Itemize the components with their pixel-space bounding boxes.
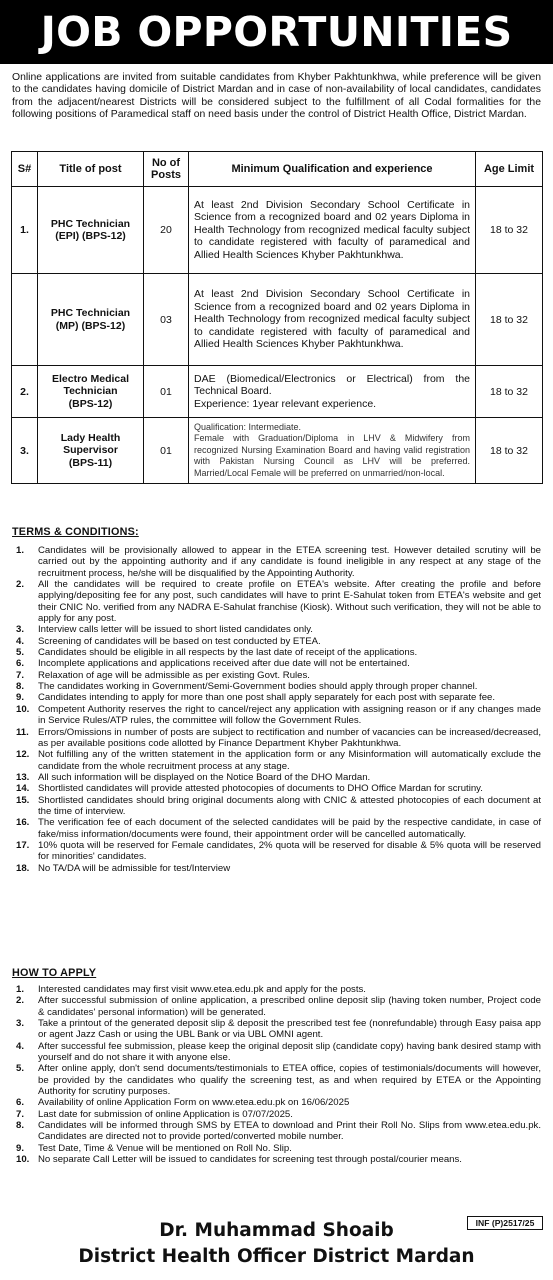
list-item-text: Competent Authority reserves the right to cancel/reject any application with assigning reason or if any changes made in Service Rules/ATP rules, the committee will follow the Government Rules. — [38, 703, 541, 727]
list-item — [12, 692, 541, 703]
post-title-line: Supervisor — [63, 444, 118, 457]
list-item-text: After successful submission of online application, a prescribed online deposit slip (having token number, Project code & candidates' personal information) will be generated. — [38, 995, 541, 1018]
list-item-number: 7. — [16, 1108, 25, 1120]
list-item — [12, 995, 541, 1018]
row-qualification: At least 2nd Division Secondary School Certificate in Science from a recognized board and 02 years Diploma in Health Technology from recognized medical faculty subject to candidate registered with faculty of paramedical and Allied Health Sciences Khyber Pakhtunkhwa. — [189, 187, 476, 274]
row-sn: 3. — [12, 418, 38, 484]
table-row — [12, 187, 543, 274]
list-item — [12, 1120, 541, 1143]
list-item-number: 2. — [16, 995, 25, 1007]
list-item-text: The candidates working in Government/Semi-Government bodies should apply through proper channel. — [38, 681, 478, 693]
row-posts: 20 — [144, 187, 189, 274]
list-item — [12, 1143, 541, 1154]
list-item — [12, 647, 541, 658]
row-posts: 01 — [144, 366, 189, 418]
list-item-number: 13. — [16, 771, 30, 783]
list-item-number: 10. — [16, 1154, 30, 1166]
post-title-line: PHC Technician — [50, 307, 131, 319]
list-item-number: 6. — [16, 658, 25, 670]
qualification-line: Qualification: Intermediate. — [194, 421, 302, 432]
list-item — [12, 1097, 541, 1108]
list-item-text: Screening of candidates will be based on test conducted by ETEA. — [38, 635, 321, 647]
qualification-line: DAE (Biomedical/Electronics or Electrical) from the Technical Board. — [194, 372, 470, 398]
list-item — [12, 545, 541, 579]
header-posts: No of Posts — [144, 152, 189, 187]
signatory-title: District Health Officer District Mardan — [78, 1246, 475, 1267]
list-item-text: Test Date, Time & Venue will be mentioned on Roll No. Slip. — [38, 1142, 292, 1154]
list-item-number: 1. — [16, 545, 25, 556]
post-title-line: PHC Technician — [50, 217, 131, 230]
table-header-row — [12, 152, 543, 187]
list-item-number: 16. — [16, 817, 30, 829]
list-item-text: Interested candidates may first visit www.etea.edu.pk and apply for the posts. — [38, 984, 366, 995]
howto-list — [12, 984, 541, 1166]
post-title-line: Technician — [63, 385, 118, 398]
terms-heading: TERMS & CONDITIONS: — [12, 526, 139, 538]
list-item — [12, 658, 541, 669]
table-row — [12, 366, 543, 418]
row-qualification — [189, 366, 476, 418]
row-age: 18 to 32 — [476, 366, 543, 418]
list-item-text: Candidates will be informed through SMS by ETEA to download and Print their Roll No. Slips from www.etea.edu.pk. Candidates are directed not to provide ported/converted mobile number. — [38, 1120, 541, 1143]
reference-number: INF (P)2517/25 — [467, 1216, 543, 1230]
list-item — [12, 772, 541, 783]
list-item-text: Candidates should be eligible in all respects by the last date of receipt of the applications. — [38, 647, 418, 659]
header-age: Age Limit — [476, 152, 543, 187]
banner-title: JOB OPPORTUNITIES — [0, 0, 553, 64]
row-qualification: At least 2nd Division Secondary School Certificate in Science from a recognized board and 02 years Diploma in Health Technology from recognized medical faculty subject to candidate registered with faculty of paramedical and Allied Health Sciences Khyber Pakhtunkhwa. — [189, 274, 476, 366]
list-item-text: Candidates will be provisionally allowed to appear in the ETEA screening test. However detailed scrutiny will be carried out by the appointing authority and if any candidate is found ineligible in any respect at any stage of the recruitment process, he/she will be disqualified by the Appointing Authority. — [38, 545, 541, 579]
list-item-number: 8. — [16, 681, 25, 693]
list-item — [12, 1109, 541, 1120]
post-title-line: (MP) (BPS-12) — [55, 319, 126, 332]
list-item-number: 11. — [16, 726, 29, 738]
list-item — [12, 749, 541, 772]
table-row — [12, 418, 543, 484]
posts-table — [11, 151, 543, 484]
list-item-text: After online apply, don't send documents/testimonials to ETEA office, copies of testimonials/documents will however, be provided by the candidates who qualify the screening test, as and when required by ETEA or the Appointing Authority for scrutiny purposes. — [38, 1063, 541, 1098]
list-item — [12, 1018, 541, 1041]
list-item — [12, 727, 541, 750]
list-item-text: No TA/DA will be admissible for test/Interview — [38, 862, 231, 874]
row-age: 18 to 32 — [476, 187, 543, 274]
header-sn: S# — [12, 152, 38, 187]
list-item — [12, 840, 541, 863]
row-posts: 03 — [144, 274, 189, 366]
list-item-number: 10. — [16, 703, 30, 715]
row-post-title — [38, 274, 144, 366]
list-item-text: The verification fee of each document of the selected candidates will be paid by the respective candidate, in case of fake/miss information/documents were found, their appointment order will be cancelled automatically. — [38, 817, 541, 840]
list-item — [12, 681, 541, 692]
list-item-text: Relaxation of age will be admissible as per existing Govt. Rules. — [38, 669, 310, 681]
list-item-text: 10% quota will be reserved for Female candidates, 2% quota will be reserved for disable & 5% quota will be reserved for minorities' candidates. — [38, 839, 541, 863]
list-item-number: 2. — [16, 579, 25, 591]
list-item — [12, 704, 541, 727]
row-posts: 01 — [144, 418, 189, 484]
signatory-name: Dr. Muhammad Shoaib — [159, 1220, 394, 1241]
row-sn — [12, 274, 38, 366]
list-item-number: 4. — [16, 1040, 25, 1052]
post-title-line: (BPS-11) — [68, 456, 113, 469]
list-item — [12, 579, 541, 624]
list-item — [12, 817, 541, 840]
list-item-number: 5. — [16, 1063, 25, 1075]
list-item-text: Incomplete applications and applications received after due date will not be entertained. — [38, 658, 410, 670]
row-post-title — [38, 366, 144, 418]
header-title: Title of post — [38, 152, 144, 187]
list-item — [12, 1041, 541, 1064]
list-item-text: Candidates intending to apply for more than one post shall apply separately for each post with separate fee. — [38, 692, 496, 704]
list-item-text: All the candidates will be required to create profile on ETEA's website. After creating the profile and before applying/depositing fee for any post, such candidates will have to print E-Sahulat token from ETEA's website and get their CNIC No. verified from any NADRA E-Sahulat franchise (Kiosk). Without such verification, they will not be able to apply for any post. — [38, 579, 541, 625]
list-item-number: 18. — [16, 862, 30, 874]
list-item — [12, 624, 541, 635]
list-item-number: 8. — [16, 1120, 25, 1132]
post-title-line: (BPS-12) — [68, 397, 113, 410]
row-post-title — [38, 187, 144, 274]
list-item-number: 3. — [16, 1018, 25, 1030]
list-item — [12, 795, 541, 818]
list-item-number: 1. — [16, 984, 25, 995]
row-age: 18 to 32 — [476, 274, 543, 366]
list-item — [12, 1154, 541, 1165]
post-title-line: Electro Medical — [51, 372, 130, 385]
list-item-number: 9. — [16, 1142, 25, 1154]
terms-list — [12, 545, 541, 874]
list-item — [12, 636, 541, 647]
header-qualification: Minimum Qualification and experience — [189, 152, 476, 187]
table-row — [12, 274, 543, 366]
list-item-number: 17. — [16, 839, 30, 851]
list-item-number: 5. — [16, 647, 25, 659]
list-item-number: 3. — [16, 624, 25, 636]
list-item-number: 9. — [16, 692, 25, 704]
list-item-text: Errors/Omissions in number of posts are subject to rectification and number of vacancies can be increased/decreased, as per available positions code allotted by Finance Department Khyber Pakhtunkhwa. — [38, 726, 541, 749]
list-item-text: Take a printout of the generated deposit slip & deposit the prescribed test fee (nonrefundable) through Easy paisa app or agent Jazz Cash or using the UBL Bank or via UBL OMNI agent. — [38, 1018, 541, 1041]
list-item-text: Not fulfilling any of the written statement in the application form or any Misinformation will automatically exclude the candidate from the whole recruitment process at any stage. — [38, 749, 541, 772]
row-age: 18 to 32 — [476, 418, 543, 484]
howto-heading: HOW TO APPLY — [12, 967, 97, 979]
list-item-number: 14. — [16, 783, 30, 795]
list-item-text: Interview calls letter will be issued to short listed candidates only. — [38, 624, 313, 636]
list-item — [12, 670, 541, 681]
list-item-text: No separate Call Letter will be issued to candidates for screening test through postal/courier means. — [38, 1154, 462, 1166]
list-item-number: 4. — [16, 635, 25, 647]
list-item-text: After successful fee submission, please keep the original deposit slip (candidate copy) having bank desired stamp with yourself and do not share it with anyone else. — [38, 1040, 541, 1064]
list-item — [12, 863, 541, 874]
list-item-text: All such information will be displayed on the Notice Board of the DHO Mardan. — [38, 771, 371, 783]
list-item-number: 12. — [16, 749, 30, 761]
post-title-line: Lady Health — [60, 431, 121, 444]
list-item-text: Shortlisted candidates will provide attested photocopies of documents to DHO Office Mardan for scrutiny. — [38, 783, 483, 795]
list-item-number: 6. — [16, 1097, 25, 1109]
row-sn: 2. — [12, 366, 38, 418]
post-title-line: (EPI) (BPS-12) — [55, 230, 126, 242]
list-item — [12, 1063, 541, 1097]
row-sn: 1. — [12, 187, 38, 274]
list-item-text: Last date for submission of online Application is 07/07/2025. — [38, 1108, 293, 1120]
intro-paragraph: Online applications are invited from suitable candidates from Khyber Pakhtunkhwa, while preference will be given to the candidates having domicile of District Mardan and in case of non-availability of local candidates, candidates from the adjacent/nearest Districts will be considered subject to the fulfillment of all Codal formalities for the following positions of Paramedical staff on need basis under the control of District Health Office, District Mardan. — [12, 72, 541, 121]
qualification-detail: Female with Graduation/Diploma in LHV & Midwifery from recognized Nursing Examination Board and having valid registration with Pakistan Nursing Council as LHV will be preferred. Married/Local Female will be preferred on unmarried/non-local. — [194, 433, 470, 478]
list-item-text: Shortlisted candidates should bring original documents along with CNIC & attested photocopies of each document at the time of interview. — [38, 794, 541, 817]
list-item-text: Availability of online Application Form on www.etea.edu.pk on 16/06/2025 — [38, 1097, 350, 1109]
list-item-number: 15. — [16, 794, 30, 806]
row-qualification — [189, 418, 476, 484]
list-item — [12, 783, 541, 794]
row-post-title — [38, 418, 144, 484]
list-item — [12, 984, 541, 995]
experience-line: Experience: 1year relevant experience. — [194, 397, 377, 410]
list-item-number: 7. — [16, 669, 25, 681]
